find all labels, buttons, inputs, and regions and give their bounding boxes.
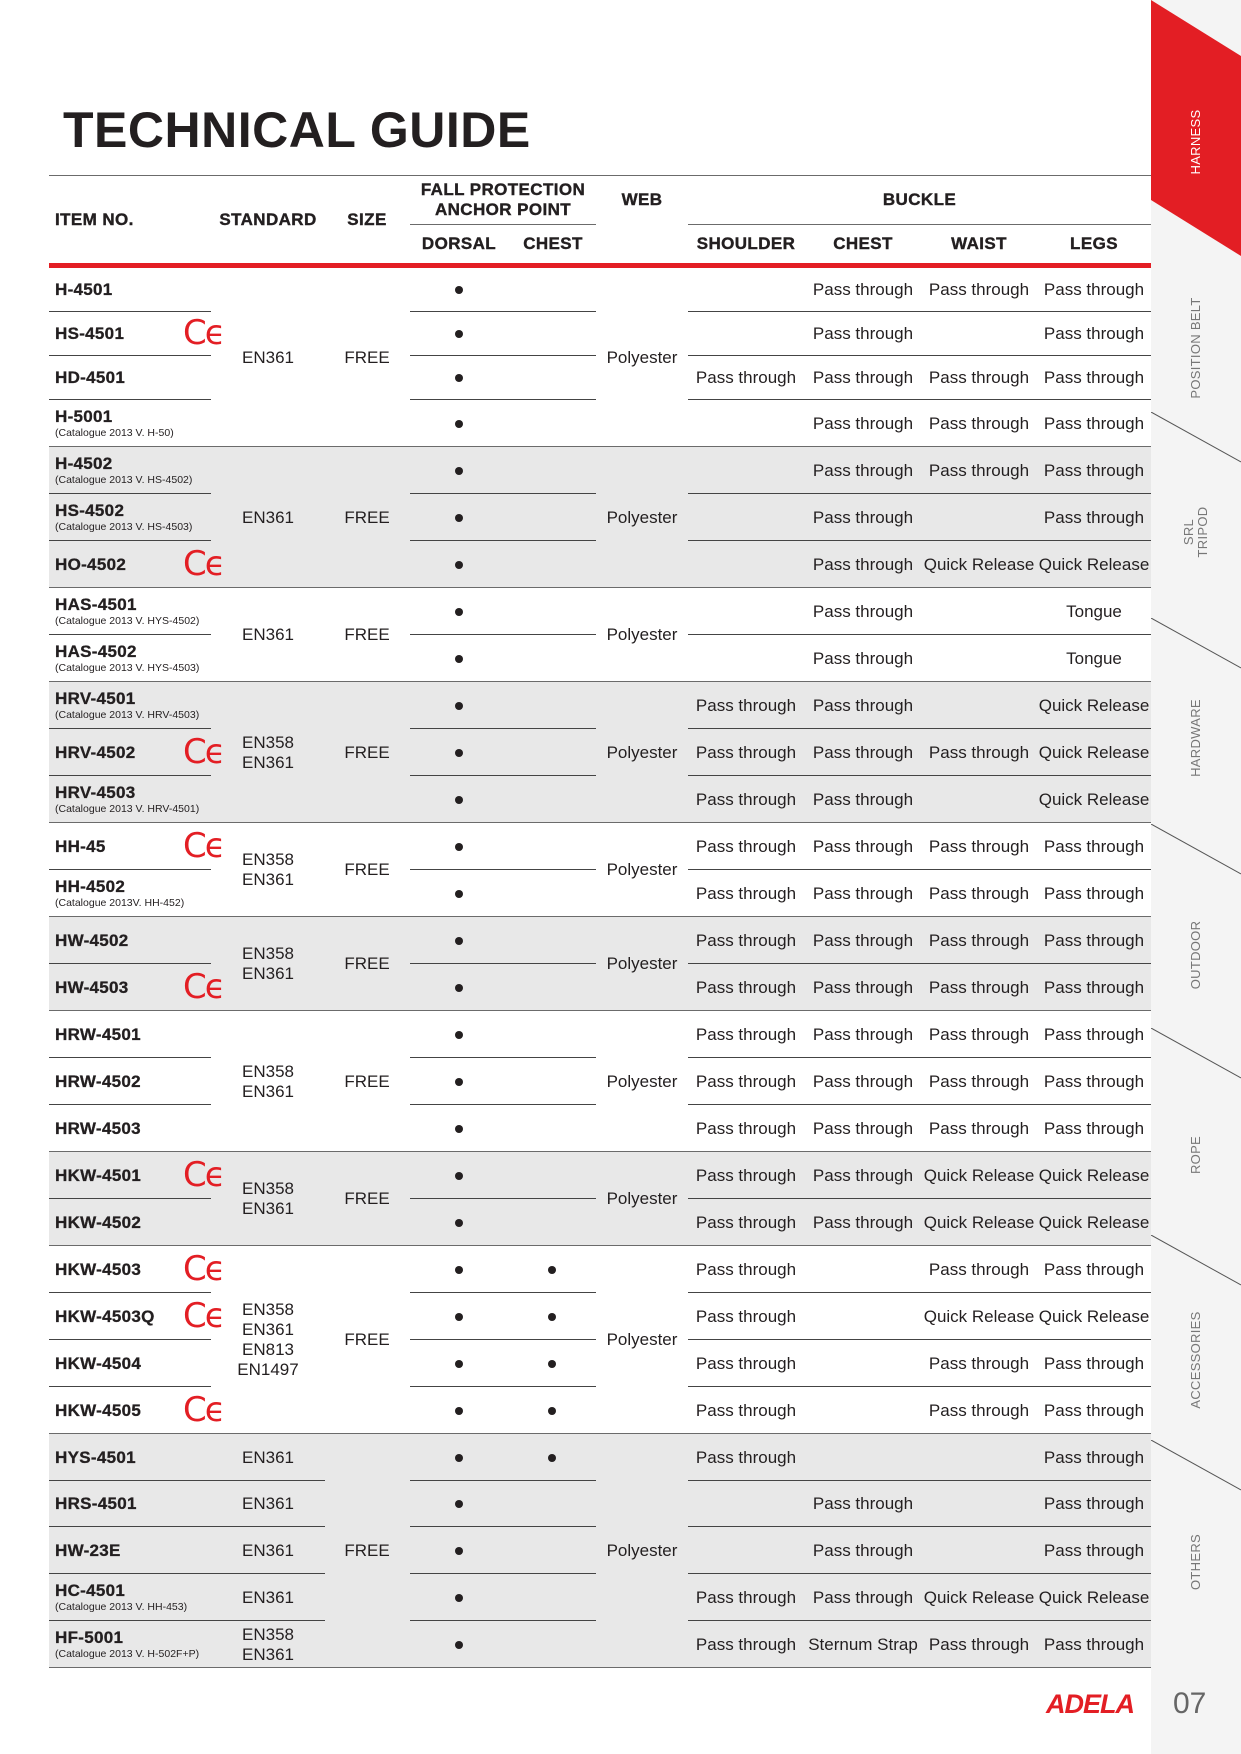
item-cell (55, 1448, 136, 1467)
buckle-chest-buckle-cell: Pass through (812, 368, 914, 387)
web-cell: Polyester (606, 1541, 678, 1560)
item-number: HD-4501 (55, 368, 126, 387)
table-row (49, 635, 1151, 682)
item-cell (55, 642, 199, 675)
item-cell (55, 368, 125, 387)
chest-anchor-dot-icon (548, 1313, 556, 1321)
ce-mark-icon: Cϵ (183, 825, 224, 866)
header-dorsal: DORSAL (421, 234, 497, 253)
legs-buckle-cell: Quick Release (1038, 742, 1150, 762)
item-number: HRS-4501 (55, 1494, 137, 1513)
header-buckle-chest: CHEST (833, 234, 893, 253)
standard-value: EN358 (242, 1300, 294, 1319)
item-cell (55, 555, 126, 574)
standard-value: EN361 (242, 1644, 294, 1664)
item-number: HYS-4501 (55, 1447, 136, 1467)
item-cell (55, 501, 192, 534)
size-cell: FREE (344, 347, 390, 367)
waist-buckle-cell: Pass through (928, 280, 1030, 299)
shoulder-buckle-cell: Pass through (695, 1259, 797, 1279)
dorsal-anchor-dot-icon (455, 984, 463, 992)
size-cell: FREE (344, 1071, 390, 1091)
legs-buckle-cell: Quick Release (1038, 789, 1150, 809)
buckle-chest-buckle-cell: Pass through (812, 789, 914, 809)
item-number: HW-4502 (55, 930, 129, 950)
buckle-chest-buckle-cell: Pass through (812, 601, 914, 621)
buckle-chest-buckle-cell: Pass through (812, 460, 914, 480)
item-number: HRV-4503 (55, 782, 136, 802)
waist-buckle-cell: Pass through (928, 1353, 1030, 1373)
item-catalogue-note: (Catalogue 2013 V. HS-4502) (55, 473, 193, 486)
standard-cell (210, 1448, 326, 1468)
item-number: HRW-4503 (55, 1118, 141, 1138)
legs-buckle-cell: Quick Release (1038, 1306, 1150, 1326)
item-cell (55, 1541, 121, 1560)
waist-buckle-cell: Pass through (928, 1400, 1030, 1420)
item-number: HKW-4505 (55, 1400, 142, 1420)
sidebar-divider (1151, 824, 1241, 880)
waist-buckle-cell: Pass through (928, 1071, 1030, 1091)
buckle-chest-buckle-cell: Pass through (812, 554, 914, 574)
item-cell (55, 1213, 141, 1232)
item-cell (55, 280, 113, 299)
dorsal-anchor-dot-icon (455, 890, 463, 898)
item-cell (55, 877, 184, 910)
chest-anchor-dot-icon (548, 1407, 556, 1415)
ce-mark-icon: Cϵ (183, 1248, 224, 1289)
dorsal-anchor-dot-icon (455, 1454, 463, 1462)
sidebar-tab-label: POSITION BELT (1188, 297, 1203, 399)
sidebar-tab-label: OUTDOOR (1188, 920, 1203, 990)
shoulder-buckle-cell: Pass through (695, 1353, 797, 1373)
shoulder-buckle-cell: Pass through (695, 1447, 797, 1467)
chest-anchor-dot-icon (548, 1360, 556, 1368)
shoulder-buckle-cell: Pass through (695, 883, 797, 903)
item-catalogue-note: (Catalogue 2013 V. HH-453) (55, 1600, 188, 1613)
table-row (49, 776, 1151, 823)
standard-value: EN358 (242, 1179, 294, 1198)
item-cell (55, 1401, 141, 1420)
item-cell (55, 1072, 141, 1091)
standard-value: EN358 (242, 850, 294, 869)
web-cell: Polyester (606, 1330, 678, 1349)
legs-buckle-cell: Pass through (1043, 1447, 1145, 1467)
waist-buckle-cell: Pass through (928, 1259, 1030, 1279)
shoulder-buckle-cell: Pass through (695, 1118, 797, 1138)
standard-value: EN361 (242, 1081, 294, 1101)
shoulder-buckle-cell: Pass through (695, 695, 797, 715)
table-row (49, 682, 1151, 729)
standard-cell (210, 1588, 326, 1608)
sidebar-divider (1151, 1235, 1241, 1291)
legs-buckle-cell: Pass through (1043, 280, 1145, 299)
item-number: HRW-4502 (55, 1071, 141, 1091)
standard-value: EN361 (242, 347, 294, 367)
legs-buckle-cell: Pass through (1043, 413, 1145, 433)
shoulder-buckle-cell: Pass through (695, 1634, 797, 1654)
dorsal-anchor-dot-icon (455, 420, 463, 428)
buckle-chest-buckle-cell: Pass through (812, 930, 914, 950)
sidebar-divider (1151, 618, 1241, 674)
page-title: TECHNICAL GUIDE (63, 102, 531, 158)
standard-value: EN361 (242, 1494, 294, 1513)
item-catalogue-note: (Catalogue 2013 V. HYS-4503) (55, 661, 200, 674)
item-cell (55, 324, 124, 343)
item-number: HKW-4503 (55, 1259, 142, 1279)
web-cell: Polyester (606, 954, 678, 973)
item-cell (55, 1307, 155, 1326)
legs-buckle-cell: Pass through (1043, 368, 1145, 387)
ce-mark-icon: Cϵ (183, 543, 224, 584)
table-row (49, 494, 1151, 541)
table-row (49, 588, 1151, 635)
header-standard: STANDARD (219, 210, 317, 229)
ce-mark-icon: Cϵ (183, 1389, 224, 1430)
dorsal-anchor-dot-icon (455, 286, 463, 294)
item-catalogue-note: (Catalogue 2013 V. HRV-4501) (55, 802, 200, 815)
legs-buckle-cell: Quick Release (1038, 695, 1150, 715)
dorsal-anchor-dot-icon (455, 1031, 463, 1039)
standard-value: EN361 (242, 625, 294, 644)
sidebar-divider (1151, 412, 1241, 468)
shoulder-buckle-cell: Pass through (695, 977, 797, 997)
item-catalogue-note: (Catalogue 2013 V. H-50) (55, 426, 174, 439)
header-shoulder: SHOULDER (696, 234, 796, 253)
shoulder-buckle-cell: Pass through (695, 742, 797, 762)
item-catalogue-note: (Catalogue 2013 V. HYS-4502) (55, 614, 200, 627)
item-cell (55, 454, 192, 487)
item-cell (55, 595, 199, 628)
buckle-chest-buckle-cell: Pass through (812, 648, 914, 668)
legs-buckle-cell: Pass through (1043, 324, 1145, 343)
header-sub-rule (688, 224, 1151, 225)
legs-buckle-cell: Pass through (1043, 836, 1145, 856)
standard-value: EN1497 (237, 1360, 299, 1379)
sidebar-tab-label: HARDWARE (1188, 699, 1203, 777)
legs-buckle-cell: Pass through (1043, 1118, 1145, 1138)
item-number: HRV-4501 (55, 688, 136, 708)
item-number: HKW-4504 (55, 1353, 142, 1373)
item-catalogue-note: (Catalogue 2013V. HH-452) (55, 896, 185, 909)
web-cell: Polyester (606, 860, 678, 879)
size-cell: FREE (344, 1189, 390, 1208)
item-number: H-4501 (55, 280, 113, 299)
header-waist: WAIST (951, 234, 1007, 253)
item-cell (55, 1260, 141, 1279)
waist-buckle-cell: Quick Release (923, 1212, 1035, 1232)
standard-value: EN358 (242, 944, 294, 963)
waist-buckle-cell: Pass through (928, 883, 1030, 903)
waist-buckle-cell: Pass through (928, 930, 1030, 950)
item-number: HAS-4501 (55, 594, 137, 614)
header-legs: LEGS (1070, 234, 1118, 253)
header-fall-protection: FALL PROTECTION ANCHOR POINT (420, 180, 586, 219)
buckle-chest-buckle-cell: Pass through (812, 1540, 914, 1560)
shoulder-buckle-cell: Pass through (695, 930, 797, 950)
header-sub-rule (410, 224, 596, 225)
standard-value: EN361 (242, 752, 294, 772)
legs-buckle-cell: Pass through (1043, 1400, 1145, 1420)
dorsal-anchor-dot-icon (455, 1641, 463, 1649)
waist-buckle-cell: Pass through (928, 836, 1030, 856)
buckle-chest-buckle-cell: Pass through (812, 1587, 914, 1607)
standard-value: EN361 (242, 507, 294, 527)
web-cell: Polyester (606, 507, 678, 527)
item-cell (55, 1354, 141, 1373)
buckle-chest-buckle-cell: Pass through (812, 742, 914, 762)
dorsal-anchor-dot-icon (455, 1313, 463, 1321)
standard-value: EN361 (242, 870, 294, 889)
shoulder-buckle-cell: Pass through (695, 1024, 797, 1044)
dorsal-anchor-dot-icon (455, 749, 463, 757)
waist-buckle-cell: Quick Release (923, 1306, 1035, 1326)
item-catalogue-note: (Catalogue 2013 V. H-502F+P) (55, 1647, 200, 1660)
buckle-chest-buckle-cell: Pass through (812, 695, 914, 715)
page-number: 07 (1173, 1687, 1207, 1720)
item-cell (55, 931, 129, 950)
dorsal-anchor-dot-icon (455, 937, 463, 945)
ce-mark-icon: Cϵ (183, 731, 224, 772)
item-number: HKW-4501 (55, 1165, 142, 1185)
item-cell (55, 1581, 187, 1614)
web-cell: Polyester (606, 625, 678, 644)
item-cell (55, 689, 199, 722)
legs-buckle-cell: Tongue (1066, 601, 1122, 621)
item-number: HKW-4503Q (55, 1306, 155, 1326)
dorsal-anchor-dot-icon (455, 1594, 463, 1602)
waist-buckle-cell: Quick Release (923, 554, 1035, 574)
dorsal-anchor-dot-icon (455, 655, 463, 663)
standard-value: EN358 (242, 1061, 294, 1081)
dorsal-anchor-dot-icon (455, 1266, 463, 1274)
dorsal-anchor-dot-icon (455, 1547, 463, 1555)
buckle-chest-buckle-cell: Pass through (812, 836, 914, 856)
buckle-chest-buckle-cell: Sternum Strap (808, 1634, 918, 1654)
buckle-chest-buckle-cell: Pass through (812, 413, 914, 433)
size-cell: FREE (344, 860, 390, 879)
standard-cell (210, 1494, 326, 1514)
legs-buckle-cell: Pass through (1043, 1634, 1145, 1654)
shoulder-buckle-cell: Pass through (695, 789, 797, 809)
buckle-chest-buckle-cell: Pass through (812, 1118, 914, 1138)
item-number: HH-4502 (55, 876, 126, 896)
legs-buckle-cell: Quick Release (1038, 1212, 1150, 1232)
item-number: HH-45 (55, 836, 106, 856)
item-number: HW-23E (55, 1540, 121, 1560)
waist-buckle-cell: Pass through (928, 368, 1030, 387)
item-cell (55, 837, 106, 856)
buckle-chest-buckle-cell: Pass through (812, 977, 914, 997)
legs-buckle-cell: Pass through (1043, 1353, 1145, 1373)
shoulder-buckle-cell: Pass through (695, 1587, 797, 1607)
adela-logo (1040, 1688, 1140, 1718)
sidebar-tab-label: OTHERS (1188, 1534, 1203, 1590)
buckle-chest-buckle-cell: Pass through (812, 507, 914, 527)
dorsal-anchor-dot-icon (455, 1125, 463, 1133)
sidebar-tab-label: ROPE (1188, 1135, 1203, 1175)
legs-buckle-cell: Pass through (1043, 1540, 1145, 1560)
shoulder-buckle-cell: Pass through (695, 1071, 797, 1091)
ce-mark-icon: Cϵ (183, 313, 224, 353)
sidebar-tab-label: HARNESS (1188, 109, 1203, 175)
size-cell: FREE (344, 1541, 390, 1560)
standard-value: EN358 (242, 732, 294, 752)
web-cell: Polyester (606, 1189, 678, 1208)
waist-buckle-cell: Quick Release (923, 1165, 1035, 1185)
header-top-rule (49, 175, 1151, 176)
item-number: HS-4502 (55, 500, 125, 520)
waist-buckle-cell: Pass through (928, 413, 1030, 433)
dorsal-anchor-dot-icon (455, 1172, 463, 1180)
sidebar-tab-label: SRL TRIPOD (1181, 506, 1210, 558)
item-cell (55, 1494, 137, 1513)
shoulder-buckle-cell: Pass through (695, 1306, 797, 1326)
dorsal-anchor-dot-icon (455, 1360, 463, 1368)
ce-mark-icon: Cϵ (183, 1295, 224, 1336)
ce-mark-icon: Cϵ (183, 1154, 224, 1195)
item-cell (55, 783, 199, 816)
legs-buckle-cell: Pass through (1043, 460, 1145, 480)
waist-buckle-cell: Pass through (928, 1024, 1030, 1044)
legs-buckle-cell: Pass through (1043, 1494, 1145, 1513)
buckle-chest-buckle-cell: Pass through (812, 1071, 914, 1091)
dorsal-anchor-dot-icon (455, 514, 463, 522)
standard-value: EN361 (242, 1447, 294, 1467)
legs-buckle-cell: Tongue (1066, 648, 1122, 668)
legs-buckle-cell: Pass through (1043, 930, 1145, 950)
shoulder-buckle-cell: Pass through (695, 1400, 797, 1420)
item-number: HAS-4502 (55, 641, 137, 661)
chest-anchor-dot-icon (548, 1454, 556, 1462)
size-cell: FREE (344, 1330, 390, 1349)
web-cell: Polyester (606, 742, 678, 762)
standard-value: EN358 (242, 1624, 294, 1644)
dorsal-anchor-dot-icon (455, 843, 463, 851)
item-catalogue-note: (Catalogue 2013 V. HS-4503) (55, 520, 193, 533)
shoulder-buckle-cell: Pass through (695, 1165, 797, 1185)
legs-buckle-cell: Pass through (1043, 1024, 1145, 1044)
chest-anchor-dot-icon (548, 1266, 556, 1274)
standard-value: EN361 (242, 1540, 294, 1560)
dorsal-anchor-dot-icon (455, 1500, 463, 1508)
item-number: HF-5001 (55, 1627, 124, 1647)
header-web: WEB (621, 190, 663, 209)
item-number: HRV-4502 (55, 742, 136, 762)
sidebar-tab-label: ACCESSORIES (1188, 1311, 1203, 1409)
item-cell (55, 1166, 141, 1185)
buckle-chest-buckle-cell: Pass through (812, 1024, 914, 1044)
item-number: HS-4501 (55, 324, 125, 343)
dorsal-anchor-dot-icon (455, 702, 463, 710)
buckle-chest-buckle-cell: Pass through (812, 883, 914, 903)
dorsal-anchor-dot-icon (455, 330, 463, 338)
buckle-chest-buckle-cell: Pass through (812, 1165, 914, 1185)
buckle-chest-buckle-cell: Pass through (812, 324, 914, 343)
sidebar-divider (1151, 1440, 1241, 1496)
shoulder-buckle-cell: Pass through (695, 1212, 797, 1232)
waist-buckle-cell: Pass through (928, 977, 1030, 997)
legs-buckle-cell: Pass through (1043, 507, 1145, 527)
legs-buckle-cell: Pass through (1043, 1259, 1145, 1279)
waist-buckle-cell: Pass through (928, 1118, 1030, 1138)
size-cell: FREE (344, 625, 390, 644)
legs-buckle-cell: Quick Release (1038, 1587, 1150, 1607)
dorsal-anchor-dot-icon (455, 796, 463, 804)
dorsal-anchor-dot-icon (455, 1407, 463, 1415)
header-buckle: BUCKLE (882, 190, 957, 209)
waist-buckle-cell: Pass through (928, 742, 1030, 762)
dorsal-anchor-dot-icon (455, 374, 463, 382)
buckle-chest-buckle-cell: Pass through (812, 1212, 914, 1232)
buckle-chest-buckle-cell: Pass through (812, 1494, 914, 1513)
standard-value: EN813 (242, 1340, 294, 1359)
item-cell (55, 743, 136, 762)
size-cell: FREE (344, 742, 390, 762)
dorsal-anchor-dot-icon (455, 561, 463, 569)
standard-value: EN361 (242, 1320, 294, 1339)
item-number: HC-4501 (55, 1580, 126, 1600)
item-number: H-4502 (55, 453, 113, 473)
header-chest: CHEST (523, 234, 583, 253)
sidebar-divider (1151, 1028, 1241, 1084)
standard-value: EN361 (242, 964, 294, 983)
size-cell: FREE (344, 507, 390, 527)
item-number: H-5001 (55, 406, 113, 426)
item-catalogue-note: (Catalogue 2013 V. HRV-4503) (55, 708, 200, 721)
dorsal-anchor-dot-icon (455, 1219, 463, 1227)
size-cell: FREE (344, 954, 390, 973)
buckle-chest-buckle-cell: Pass through (812, 280, 914, 299)
item-cell (55, 978, 129, 997)
dorsal-anchor-dot-icon (455, 467, 463, 475)
standard-value: EN361 (242, 1587, 294, 1607)
ce-mark-icon: Cϵ (183, 966, 224, 1007)
legs-buckle-cell: Pass through (1043, 1071, 1145, 1091)
dorsal-anchor-dot-icon (455, 608, 463, 616)
item-cell (55, 1025, 141, 1044)
item-cell (55, 1119, 141, 1138)
legs-buckle-cell: Pass through (1043, 977, 1145, 997)
item-number: HO-4502 (55, 554, 127, 574)
item-cell (55, 1628, 199, 1661)
legs-buckle-cell: Quick Release (1038, 554, 1150, 574)
web-cell: Polyester (606, 1071, 678, 1091)
waist-buckle-cell: Pass through (928, 460, 1030, 480)
standard-cell (210, 1625, 326, 1665)
dorsal-anchor-dot-icon (455, 1078, 463, 1086)
item-cell (55, 407, 174, 440)
waist-buckle-cell: Quick Release (923, 1587, 1035, 1607)
item-number: HRW-4501 (55, 1024, 141, 1044)
web-cell: Polyester (606, 347, 678, 367)
item-number: HKW-4502 (55, 1212, 142, 1232)
item-number: HW-4503 (55, 977, 129, 997)
waist-buckle-cell: Pass through (928, 1634, 1030, 1654)
standard-value: EN361 (242, 1199, 294, 1218)
legs-buckle-cell: Pass through (1043, 883, 1145, 903)
header-item-no: ITEM NO. (55, 210, 134, 229)
standard-cell (210, 1541, 326, 1561)
header-size: SIZE (347, 210, 387, 229)
legs-buckle-cell: Quick Release (1038, 1165, 1150, 1185)
shoulder-buckle-cell: Pass through (695, 368, 797, 387)
svg-text:ADELA: ADELA (1046, 1689, 1134, 1718)
shoulder-buckle-cell: Pass through (695, 836, 797, 856)
